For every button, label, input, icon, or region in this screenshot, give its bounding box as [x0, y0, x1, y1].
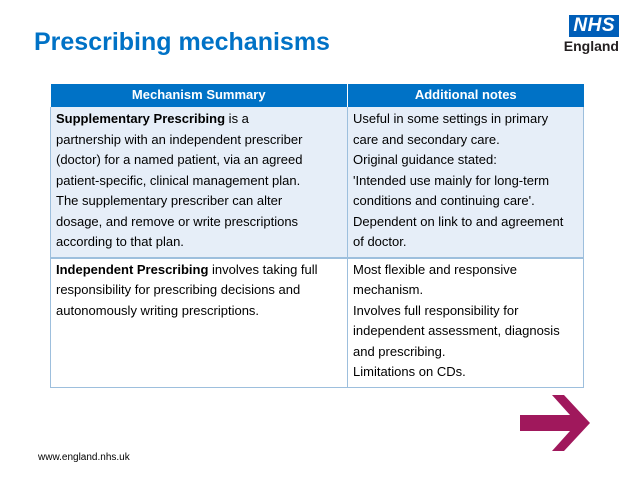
table-header-row	[51, 84, 584, 107]
notes-line: independent assessment, diagnosis	[353, 323, 560, 338]
footer-url: www.england.nhs.uk	[38, 452, 130, 463]
summary-line: according to that plan.	[56, 234, 184, 249]
right-arrow-icon	[518, 387, 608, 459]
independent-notes-cell	[348, 258, 584, 388]
mechanism-name: Independent Prescribing	[56, 261, 209, 277]
summary-line: involves taking full	[208, 261, 318, 277]
notes-line: Limitations on CDs.	[353, 364, 466, 379]
header-mechanism-summary: Mechanism Summary	[51, 84, 348, 107]
notes-line: of doctor.	[353, 234, 407, 249]
notes-line: Useful in some settings in primary	[353, 111, 549, 126]
summary-line: The supplementary prescriber can alter	[56, 193, 283, 208]
summary-line: patient-specific, clinical management plan.	[56, 172, 301, 188]
slide-title: Prescribing mechanisms	[34, 28, 330, 56]
mechanisms-table	[50, 84, 584, 388]
header-additional-notes: Additional notes	[348, 84, 584, 107]
supplementary-summary-cell	[51, 107, 348, 258]
nhs-logo-region: England	[563, 38, 619, 54]
notes-line: mechanism.	[353, 282, 424, 297]
summary-line: is a	[225, 111, 249, 126]
notes-line: care and secondary care.	[353, 131, 500, 147]
summary-line: autonomously writing prescriptions.	[56, 302, 260, 318]
summary-line: partnership with an independent prescriber	[56, 131, 303, 147]
notes-line: conditions and continuing care'.	[353, 193, 535, 208]
nhs-england-logo	[557, 15, 619, 54]
table-row	[51, 107, 584, 258]
summary-line: dosage, and remove or write prescriptions	[56, 213, 299, 229]
nhs-logo-mark: NHS	[569, 15, 619, 37]
notes-line: Dependent on link to and agreement	[353, 213, 564, 229]
table-row	[51, 258, 584, 388]
notes-line: 'Intended use mainly for long-term	[353, 172, 550, 188]
mechanism-name: Supplementary Prescribing	[56, 111, 226, 126]
notes-line: Most flexible and responsive	[353, 261, 518, 277]
independent-summary-cell	[51, 258, 348, 388]
notes-line: Involves full responsibility for	[353, 302, 519, 318]
notes-line: and prescribing.	[353, 343, 446, 359]
notes-line: Original guidance stated:	[353, 152, 497, 167]
summary-line: responsibility for prescribing decisions and	[56, 282, 301, 297]
supplementary-notes-cell	[348, 107, 584, 258]
summary-line: (doctor) for a named patient, via an agreed	[56, 152, 303, 167]
